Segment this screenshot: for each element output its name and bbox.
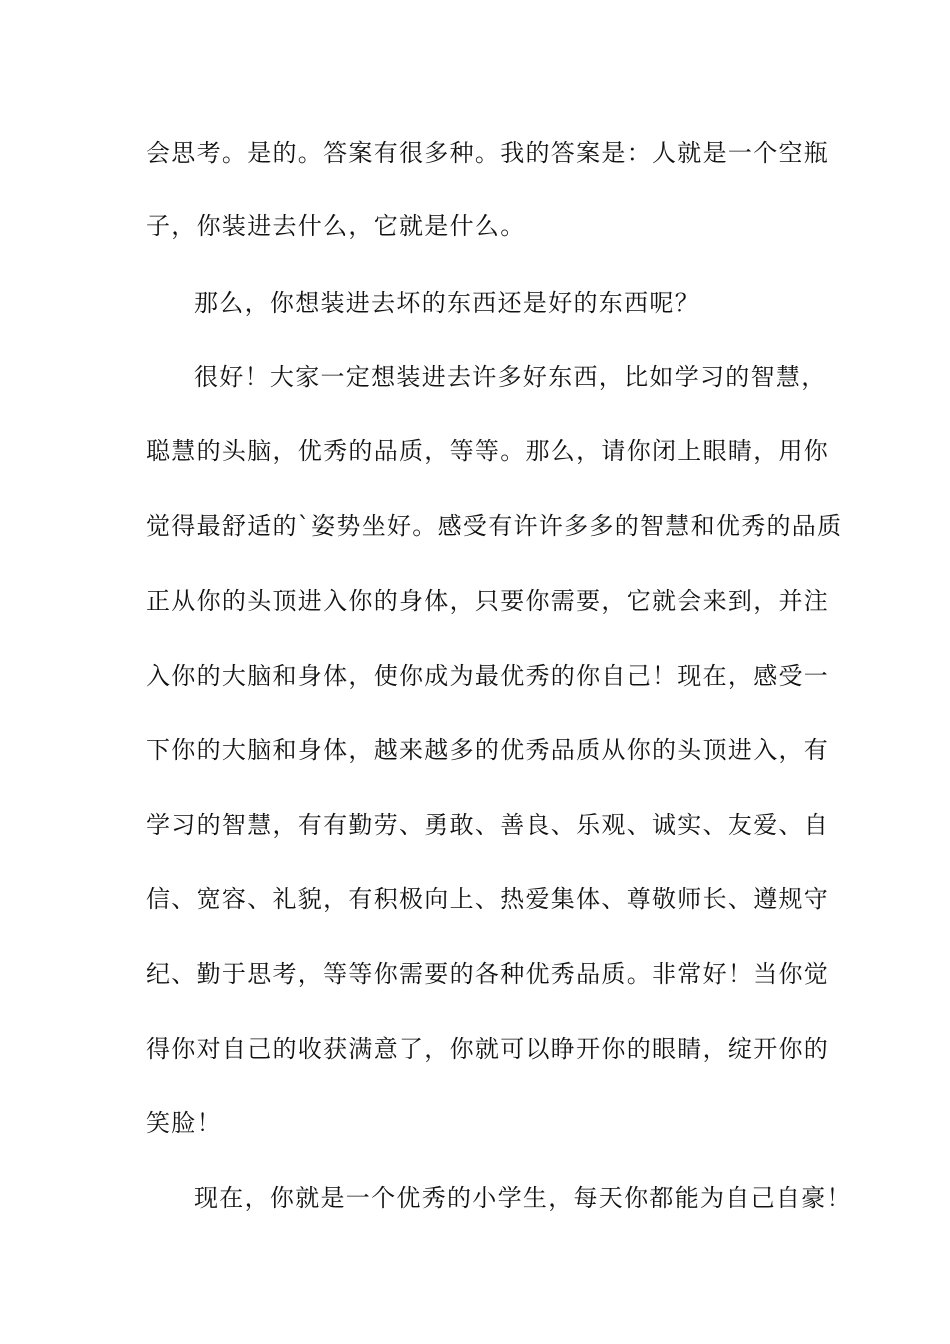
text-line: 纪、勤于思考，等等你需要的各种优秀品质。非常好！当你觉 xyxy=(146,960,830,988)
text-line: 入你的大脑和身体，使你成为最优秀的你自己！现在，感受一 xyxy=(146,662,830,690)
text-line: 信、宽容、礼貌，有积极向上、热爱集体、尊敬师长、遵规守 xyxy=(146,885,830,913)
paragraph-line: 现在，你就是一个优秀的小学生，每天你都能为自己自豪！ xyxy=(194,1184,852,1212)
text-line: 正从你的头顶进入你的身体，只要你需要，它就会来到，并注 xyxy=(146,587,830,615)
text-line: 下你的大脑和身体，越来越多的优秀品质从你的头顶进入，有 xyxy=(146,736,830,764)
text-line: 会思考。是的。答案有很多种。我的答案是：人就是一个空瓶 xyxy=(146,139,830,167)
text-line: 得你对自己的收获满意了，你就可以睁开你的眼睛，绽开你的 xyxy=(146,1035,830,1063)
paragraph-line: 很好！大家一定想装进去许多好东西，比如学习的智慧， xyxy=(194,363,827,391)
text-line: 觉得最舒适的`姿势坐好。感受有许许多多的智慧和优秀的品质 xyxy=(146,512,843,540)
text-line: 聪慧的头脑，优秀的品质，等等。那么，请你闭上眼睛，用你 xyxy=(146,437,830,465)
text-line: 学习的智慧，有有勤劳、勇敢、善良、乐观、诚实、友爱、自 xyxy=(146,811,830,839)
text-line: 笑脸！ xyxy=(146,1109,222,1137)
paragraph-line: 那么，你想装进去坏的东西还是好的东西呢？ xyxy=(194,289,700,317)
text-line: 子，你装进去什么，它就是什么。 xyxy=(146,212,526,240)
